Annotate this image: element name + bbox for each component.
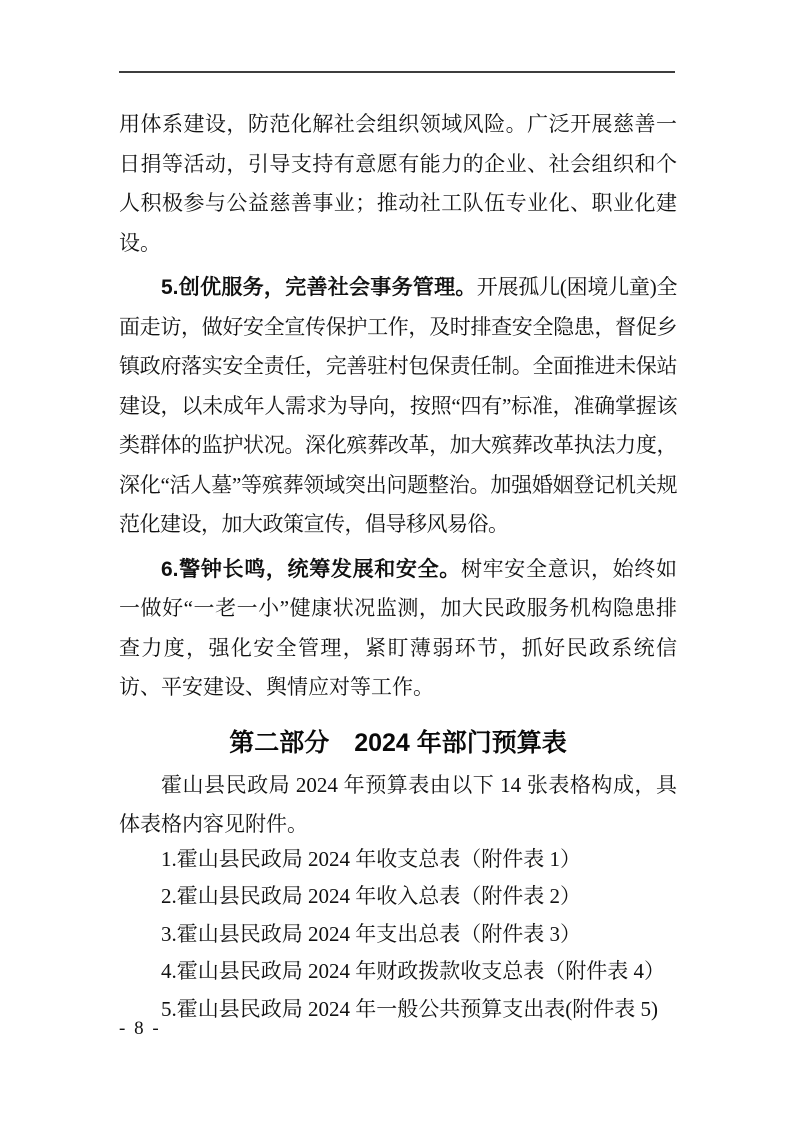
table-list-item-3: 3.霍山县民政局 2024 年支出总表（附件表 3） [161, 921, 581, 946]
table-list-item-4: 4.霍山县民政局 2024 年财政拨款收支总表（附件表 4） [161, 959, 665, 983]
paragraph-6-lead: 6.警钟长鸣，统筹发展和安全。 [161, 557, 461, 581]
page-content [119, 105, 677, 1028]
table-list [119, 841, 677, 1029]
header-rule [119, 71, 675, 73]
paragraph-5-lead: 5.创优服务，完善社会事务管理。 [161, 276, 477, 299]
table-list-item-2: 2.霍山县民政局 2024 年收入总表（附件表 2） [161, 884, 581, 908]
table-list-item-1: 1.霍山县民政局 2024 年收支总表（附件表 1） [161, 846, 581, 871]
intro-paragraph: 霍山县民政局 2024 年预算表由以下 14 张表格构成，具体表格内容见附件。 [119, 772, 677, 836]
page-number: - 8 - [119, 1018, 161, 1039]
section-heading: 第二部分 2024 年部门预算表 [229, 728, 567, 757]
table-list-item-5: 5.霍山县民政局 2024 年一般公共预算支出表(附件表 5) [161, 996, 658, 1021]
paragraph-numbered-6 [119, 550, 677, 708]
paragraph-continuation: 用体系建设，防范化解社会组织领域风险。广泛开展慈善一日捐等活动，引导支持有意愿有能力的企业、社会组织和个人积极参与公益慈善事业；推动社工队伍专业化、职业化建设。 [119, 112, 677, 255]
paragraph-6-body: 树牢安全意识，始终如一做好“一老一小”健康状况监测，加大民政服务机构隐患排查力度，强化安全管理，紧盯薄弱环节，抓好民政系统信访、平安建设、舆情应对等工作。 [119, 556, 678, 699]
paragraph-5-body: 开展孤儿(困境儿童)全面走访，做好安全宣传保护工作，及时排查安全隐患，督促乡镇政府落实安全责任，完善驻村包保责任制。全面推进未保站建设，以未成年人需求为导向，按照“四有”标准，准确掌握该类群体的监护状况。深化殡葬改革，加大殡葬改革执法力度，深化“活人墓”等殡葬领域突出问题整治。加强婚姻登记机关规范化建设，加大政策宣传，倡导移风易俗。 [119, 275, 677, 536]
paragraph-numbered-5 [119, 268, 677, 545]
